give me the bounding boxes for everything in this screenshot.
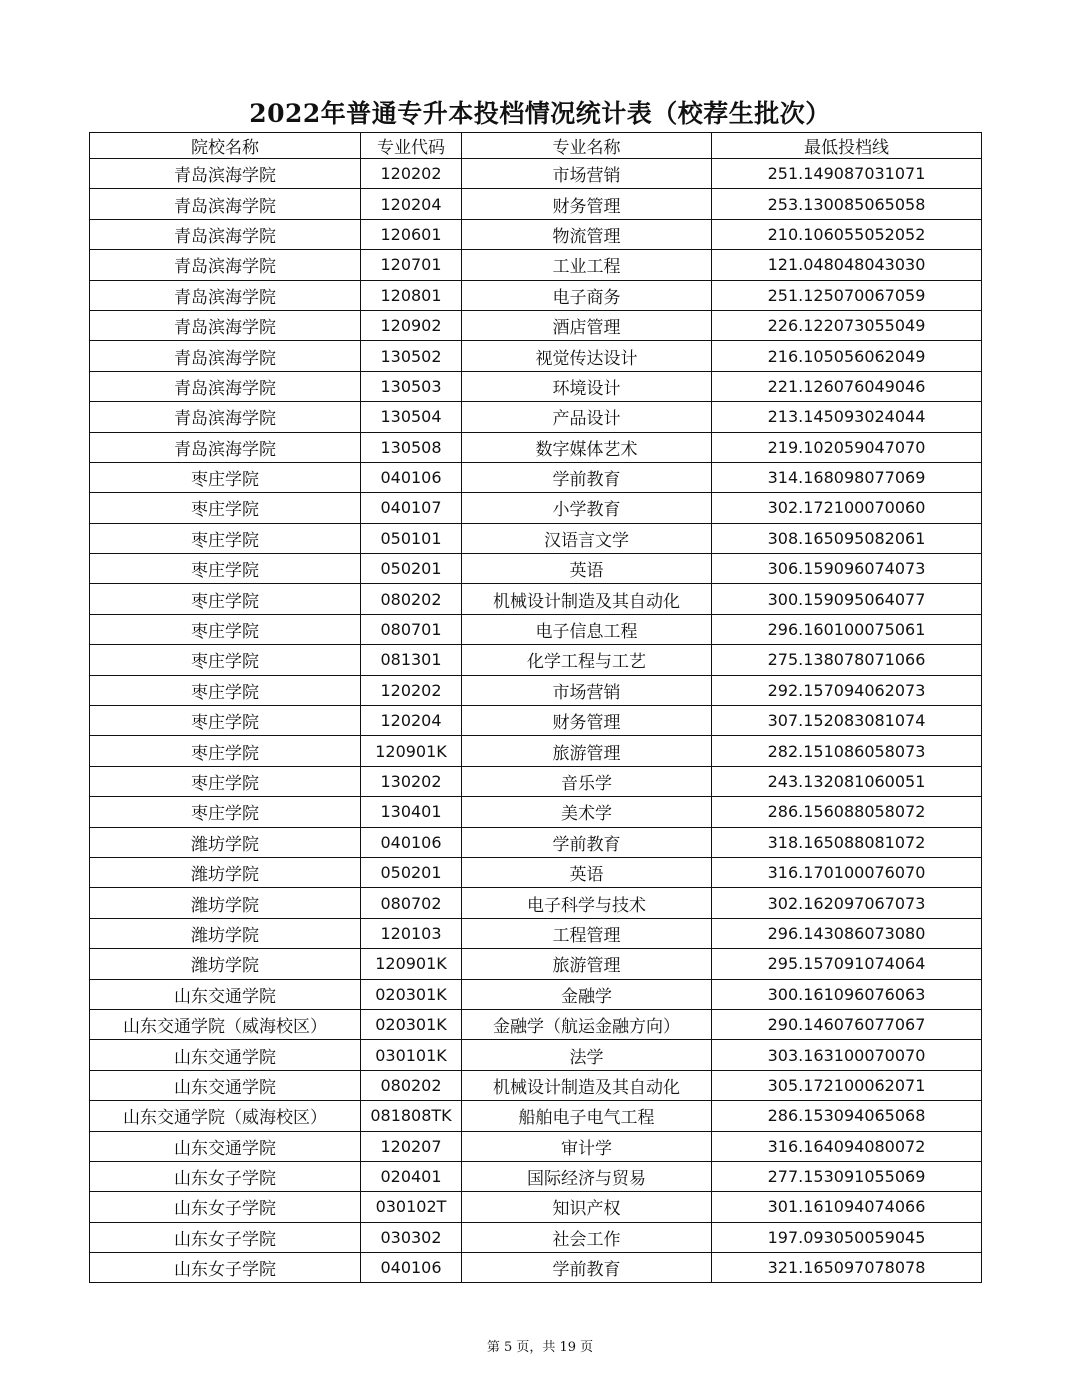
table-row (90, 1009, 982, 1039)
table-row (90, 736, 982, 766)
table-row (90, 1101, 982, 1131)
major-name-cell: 市场营销 (462, 159, 712, 189)
major-name-cell: 金融学 (462, 979, 712, 1009)
table-row (90, 645, 982, 675)
min-score-cell: 277.153091055069 (712, 1161, 982, 1191)
major-name-cell: 审计学 (462, 1131, 712, 1161)
table-row (90, 432, 982, 462)
table-row (90, 1070, 982, 1100)
major-code-cell: 030101K (361, 1040, 462, 1070)
min-score-cell: 318.165088081072 (712, 827, 982, 857)
major-name-cell: 英语 (462, 554, 712, 584)
header-major-name: 专业名称 (462, 133, 712, 159)
min-score-cell: 300.161096076063 (712, 979, 982, 1009)
min-score-cell: 226.122073055049 (712, 310, 982, 340)
major-code-cell: 080202 (361, 584, 462, 614)
min-score-cell: 305.172100062071 (712, 1070, 982, 1100)
major-name-cell: 视觉传达设计 (462, 341, 712, 371)
min-score-cell: 314.168098077069 (712, 462, 982, 492)
school-name-cell: 山东女子学院 (90, 1222, 361, 1252)
min-score-cell: 213.145093024044 (712, 402, 982, 432)
school-name-cell: 枣庄学院 (90, 493, 361, 523)
major-name-cell: 电子信息工程 (462, 614, 712, 644)
major-code-cell: 120902 (361, 310, 462, 340)
major-name-cell: 财务管理 (462, 189, 712, 219)
major-name-cell: 环境设计 (462, 371, 712, 401)
major-code-cell: 120901K (361, 736, 462, 766)
school-name-cell: 潍坊学院 (90, 949, 361, 979)
header-major-code: 专业代码 (361, 133, 462, 159)
min-score-cell: 292.157094062073 (712, 675, 982, 705)
major-code-cell: 130504 (361, 402, 462, 432)
school-name-cell: 青岛滨海学院 (90, 159, 361, 189)
major-name-cell: 学前教育 (462, 1253, 712, 1283)
major-name-cell: 市场营销 (462, 675, 712, 705)
major-name-cell: 金融学（航运金融方向） (462, 1009, 712, 1039)
table-row (90, 554, 982, 584)
major-code-cell: 040106 (361, 827, 462, 857)
school-name-cell: 山东交通学院（威海校区） (90, 1009, 361, 1039)
school-name-cell: 枣庄学院 (90, 462, 361, 492)
major-code-cell: 040106 (361, 1253, 462, 1283)
major-code-cell: 050101 (361, 523, 462, 553)
school-name-cell: 青岛滨海学院 (90, 250, 361, 280)
major-name-cell: 法学 (462, 1040, 712, 1070)
table-row (90, 402, 982, 432)
school-name-cell: 山东交通学院 (90, 1040, 361, 1070)
min-score-cell: 316.170100076070 (712, 857, 982, 887)
major-code-cell: 120204 (361, 706, 462, 736)
major-code-cell: 020401 (361, 1161, 462, 1191)
min-score-cell: 295.157091074064 (712, 949, 982, 979)
major-code-cell: 120207 (361, 1131, 462, 1161)
school-name-cell: 青岛滨海学院 (90, 189, 361, 219)
major-code-cell: 130502 (361, 341, 462, 371)
min-score-cell: 302.172100070060 (712, 493, 982, 523)
table-row (90, 310, 982, 340)
major-name-cell: 酒店管理 (462, 310, 712, 340)
header-school-name: 院校名称 (90, 133, 361, 159)
major-code-cell: 080702 (361, 888, 462, 918)
school-name-cell: 山东女子学院 (90, 1161, 361, 1191)
school-name-cell: 枣庄学院 (90, 584, 361, 614)
major-code-cell: 120701 (361, 250, 462, 280)
table-row (90, 827, 982, 857)
table-row (90, 1253, 982, 1283)
table-row (90, 675, 982, 705)
school-name-cell: 山东女子学院 (90, 1192, 361, 1222)
major-code-cell: 130508 (361, 432, 462, 462)
table-row (90, 523, 982, 553)
table-row (90, 371, 982, 401)
table-row (90, 1222, 982, 1252)
major-name-cell: 财务管理 (462, 706, 712, 736)
major-name-cell: 旅游管理 (462, 949, 712, 979)
min-score-cell: 210.106055052052 (712, 219, 982, 249)
major-code-cell: 050201 (361, 857, 462, 887)
major-code-cell: 020301K (361, 1009, 462, 1039)
school-name-cell: 青岛滨海学院 (90, 402, 361, 432)
major-code-cell: 120202 (361, 675, 462, 705)
table-row (90, 280, 982, 310)
min-score-cell: 275.138078071066 (712, 645, 982, 675)
major-name-cell: 国际经济与贸易 (462, 1161, 712, 1191)
page-footer: 第 5 页，共 19 页 (486, 1340, 594, 1355)
major-code-cell: 080202 (361, 1070, 462, 1100)
major-name-cell: 机械设计制造及其自动化 (462, 1070, 712, 1100)
school-name-cell: 山东交通学院 (90, 1131, 361, 1161)
min-score-cell: 251.125070067059 (712, 280, 982, 310)
table-body (90, 159, 982, 1283)
min-score-cell: 253.130085065058 (712, 189, 982, 219)
school-name-cell: 枣庄学院 (90, 523, 361, 553)
min-score-cell: 219.102059047070 (712, 432, 982, 462)
school-name-cell: 枣庄学院 (90, 645, 361, 675)
major-code-cell: 130202 (361, 766, 462, 796)
min-score-cell: 197.093050059045 (712, 1222, 982, 1252)
table-row (90, 1161, 982, 1191)
major-name-cell: 产品设计 (462, 402, 712, 432)
table-row (90, 219, 982, 249)
min-score-cell: 306.159096074073 (712, 554, 982, 584)
major-code-cell: 130401 (361, 797, 462, 827)
school-name-cell: 山东交通学院 (90, 1070, 361, 1100)
table-row (90, 189, 982, 219)
major-name-cell: 社会工作 (462, 1222, 712, 1252)
table-row (90, 979, 982, 1009)
min-score-cell: 296.143086073080 (712, 918, 982, 948)
table-row (90, 1131, 982, 1161)
table-row (90, 1192, 982, 1222)
major-code-cell: 040107 (361, 493, 462, 523)
major-code-cell: 020301K (361, 979, 462, 1009)
major-name-cell: 学前教育 (462, 827, 712, 857)
header-min-score: 最低投档线 (712, 133, 982, 159)
min-score-cell: 251.149087031071 (712, 159, 982, 189)
table-row (90, 949, 982, 979)
table-row (90, 462, 982, 492)
major-code-cell: 030102T (361, 1192, 462, 1222)
school-name-cell: 枣庄学院 (90, 766, 361, 796)
min-score-cell: 308.165095082061 (712, 523, 982, 553)
min-score-cell: 303.163100070070 (712, 1040, 982, 1070)
school-name-cell: 青岛滨海学院 (90, 432, 361, 462)
school-name-cell: 枣庄学院 (90, 797, 361, 827)
school-name-cell: 枣庄学院 (90, 736, 361, 766)
page-title: 2022年普通专升本投档情况统计表（校荐生批次） (249, 99, 831, 128)
major-code-cell: 120202 (361, 159, 462, 189)
major-code-cell: 120901K (361, 949, 462, 979)
table-row (90, 584, 982, 614)
major-name-cell: 汉语言文学 (462, 523, 712, 553)
major-code-cell: 050201 (361, 554, 462, 584)
min-score-cell: 302.162097067073 (712, 888, 982, 918)
major-name-cell: 化学工程与工艺 (462, 645, 712, 675)
major-name-cell: 机械设计制造及其自动化 (462, 584, 712, 614)
table-row (90, 888, 982, 918)
min-score-cell: 243.132081060051 (712, 766, 982, 796)
table-row (90, 341, 982, 371)
school-name-cell: 山东女子学院 (90, 1253, 361, 1283)
major-name-cell: 学前教育 (462, 462, 712, 492)
major-code-cell: 080701 (361, 614, 462, 644)
table-row (90, 1040, 982, 1070)
school-name-cell: 山东交通学院 (90, 979, 361, 1009)
major-name-cell: 小学教育 (462, 493, 712, 523)
min-score-cell: 316.164094080072 (712, 1131, 982, 1161)
school-name-cell: 青岛滨海学院 (90, 310, 361, 340)
school-name-cell: 青岛滨海学院 (90, 341, 361, 371)
major-name-cell: 英语 (462, 857, 712, 887)
table-row (90, 706, 982, 736)
school-name-cell: 青岛滨海学院 (90, 219, 361, 249)
school-name-cell: 枣庄学院 (90, 706, 361, 736)
min-score-cell: 216.105056062049 (712, 341, 982, 371)
major-name-cell: 音乐学 (462, 766, 712, 796)
min-score-cell: 296.160100075061 (712, 614, 982, 644)
min-score-cell: 121.048048043030 (712, 250, 982, 280)
min-score-cell: 221.126076049046 (712, 371, 982, 401)
school-name-cell: 潍坊学院 (90, 888, 361, 918)
table-row (90, 797, 982, 827)
major-name-cell: 数字媒体艺术 (462, 432, 712, 462)
table-row (90, 493, 982, 523)
school-name-cell: 枣庄学院 (90, 675, 361, 705)
major-code-cell: 120204 (361, 189, 462, 219)
min-score-cell: 286.153094065068 (712, 1101, 982, 1131)
table-row (90, 159, 982, 189)
admission-table (89, 132, 982, 1283)
min-score-cell: 307.152083081074 (712, 706, 982, 736)
school-name-cell: 枣庄学院 (90, 614, 361, 644)
table-row (90, 766, 982, 796)
min-score-cell: 300.159095064077 (712, 584, 982, 614)
table-row (90, 857, 982, 887)
major-name-cell: 工业工程 (462, 250, 712, 280)
school-name-cell: 青岛滨海学院 (90, 280, 361, 310)
school-name-cell: 枣庄学院 (90, 554, 361, 584)
table-row (90, 614, 982, 644)
major-name-cell: 电子商务 (462, 280, 712, 310)
major-code-cell: 040106 (361, 462, 462, 492)
major-name-cell: 物流管理 (462, 219, 712, 249)
table-row (90, 250, 982, 280)
major-name-cell: 旅游管理 (462, 736, 712, 766)
major-code-cell: 120103 (361, 918, 462, 948)
major-code-cell: 130503 (361, 371, 462, 401)
major-name-cell: 电子科学与技术 (462, 888, 712, 918)
major-code-cell: 030302 (361, 1222, 462, 1252)
major-code-cell: 081301 (361, 645, 462, 675)
major-name-cell: 工程管理 (462, 918, 712, 948)
min-score-cell: 286.156088058072 (712, 797, 982, 827)
major-code-cell: 120601 (361, 219, 462, 249)
min-score-cell: 321.165097078078 (712, 1253, 982, 1283)
min-score-cell: 290.146076077067 (712, 1009, 982, 1039)
major-name-cell: 船舶电子电气工程 (462, 1101, 712, 1131)
table-row (90, 918, 982, 948)
school-name-cell: 潍坊学院 (90, 827, 361, 857)
school-name-cell: 潍坊学院 (90, 857, 361, 887)
min-score-cell: 301.161094074066 (712, 1192, 982, 1222)
major-code-cell: 120801 (361, 280, 462, 310)
major-name-cell: 知识产权 (462, 1192, 712, 1222)
table-header-row (90, 133, 982, 159)
school-name-cell: 潍坊学院 (90, 918, 361, 948)
min-score-cell: 282.151086058073 (712, 736, 982, 766)
major-name-cell: 美术学 (462, 797, 712, 827)
major-code-cell: 081808TK (361, 1101, 462, 1131)
school-name-cell: 青岛滨海学院 (90, 371, 361, 401)
school-name-cell: 山东交通学院（威海校区） (90, 1101, 361, 1131)
